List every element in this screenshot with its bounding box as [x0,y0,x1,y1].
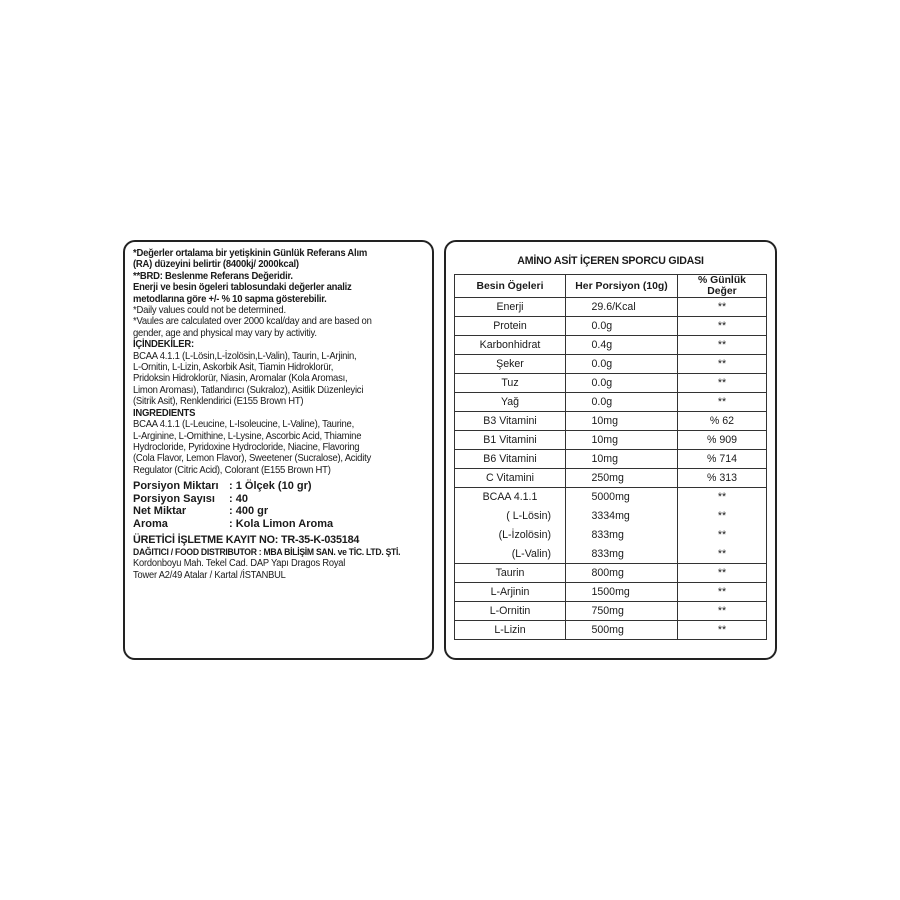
address-line-2: Tower A2/49 Atalar / Kartal /İSTANBUL [133,570,286,582]
nutrient-value [566,488,678,507]
daily-value: ** [678,602,767,621]
table-row [455,393,767,412]
nutrient-value [566,602,678,621]
nutrient-name: Protein [455,317,566,336]
portion-value: : 40 [229,492,248,505]
portion-row [133,505,424,518]
table-row [455,545,767,564]
daily-value: ** [678,621,767,640]
nutrient-value-text: 10mg [591,434,618,446]
nutrient-value-text: 10mg [591,415,618,427]
nutrient-value [566,621,678,640]
nutrient-name: C Vitamini [455,469,566,488]
portion-value: : Kola Limon Aroma [229,517,334,530]
nutrient-value [566,336,678,355]
nutrient-name: L-Lizin [455,621,566,640]
portion-row [133,480,424,493]
label-line: (Cola Flavor, Lemon Flavor), Sweetener (Sucralose), Acidity [133,453,371,465]
nutrient-name: Tuz [455,374,566,393]
nutrient-value [566,469,678,488]
label-line: BCAA 4.1.1 (L-Leucine, L-Isoleucine, L-Valine), Taurine, [133,419,354,431]
label-line: *Değerler ortalama bir yetişkinin Günlük Referans Alım [133,248,368,259]
nutrient-value-text: 3334mg [591,510,630,522]
nutrient-name: L-Ornitin [455,602,566,621]
label-line: INGREDIENTS [133,407,196,419]
header-daily-value: % Günlük Değer [678,275,767,298]
table-row [455,336,767,355]
nutrient-name: Enerji [455,298,566,317]
table-row [455,317,767,336]
table-header-row [455,275,767,298]
header-nutrient: Besin Ögeleri [455,275,566,298]
nutrient-name: B3 Vitamini [455,412,566,431]
table-row [455,621,767,640]
nutrient-value [566,298,678,317]
label-line: *Daily values could not be determined. [133,305,286,317]
portion-key: Porsiyon Sayısı [133,492,215,505]
nutrient-name: Yağ [455,393,566,412]
nutrient-name: (L-Valin) [455,545,566,564]
nutrient-name: Taurin [455,564,566,583]
nutrient-value-text: 29.6/Kcal [591,301,636,313]
daily-value: ** [678,526,767,545]
nutrient-value [566,355,678,374]
table-row [455,298,767,317]
nutrient-value [566,450,678,469]
nutrient-name: BCAA 4.1.1 [455,488,566,507]
table-row [455,602,767,621]
distributor-line: DAĞITICI / FOOD DISTRIBUTOR : MBA BİLİŞİM SAN. ve TİC. LTD. ŞTİ. [133,545,401,557]
nutrition-title: AMİNO ASİT İÇEREN SPORCU GIDASI [517,255,704,267]
nutrient-value-text: 0.0g [591,320,613,332]
daily-value: % 714 [678,450,767,469]
table-row [455,507,767,526]
label-line: Enerji ve besin ögeleri tablosundaki değerler analiz [133,282,352,294]
nutrient-value [566,564,678,583]
nutrient-value-text: 0.0g [591,396,613,408]
label-line: Regulator (Citric Acid), Colorant (E155 Brown HT) [133,464,331,476]
nutrient-value-text: 5000mg [591,491,630,504]
nutrient-name: L-Arjinin [455,583,566,602]
label-line: Limon Aroması), Tatlandırıcı (Sukraloz), Asitlik Düzenleyici [133,384,364,396]
daily-value: ** [678,374,767,393]
nutrient-value-text: 800mg [591,567,624,579]
label-line: **BRD: Beslenme Referans Değeridir. [133,270,293,282]
nutrient-value-text: 750mg [591,605,624,617]
label-line: Pridoksin Hidroklorür, Niasin, Aromalar (Kola Aroması, [133,373,348,385]
daily-value: % 313 [678,469,767,488]
table-row [455,526,767,545]
label-line: *Vaules are calculated over 2000 kcal/day and are based on [133,316,372,328]
daily-value: ** [678,336,767,355]
label-line: İÇİNDEKİLER: [133,339,194,351]
table-row [455,583,767,602]
label-info-panel [123,240,434,660]
nutrient-value [566,412,678,431]
daily-value: ** [678,564,767,583]
portion-row [133,518,424,531]
nutrient-value-text: 1500mg [591,586,630,598]
portion-value: : 1 Ölçek (10 gr) [229,480,312,493]
nutrition-facts-panel [444,240,777,660]
portion-key: Porsiyon Miktarı [133,480,219,493]
daily-value: ** [678,583,767,602]
nutrient-value-text: 500mg [591,624,624,636]
nutrient-value [566,374,678,393]
table-row [455,450,767,469]
label-line: Hydrocloride, Pyridoxine Hydrocloride, Niacine, Flavoring [133,441,360,453]
nutrient-value [566,317,678,336]
nutrient-value [566,583,678,602]
daily-value: ** [678,355,767,374]
portion-info [133,480,424,530]
table-row [455,431,767,450]
portion-key: Aroma [133,517,168,530]
nutrition-table [454,274,767,640]
nutrient-value [566,526,678,545]
daily-value: ** [678,393,767,412]
daily-value: ** [678,507,767,526]
daily-value: ** [678,545,767,564]
label-line: (Sitrik Asit), Renklendirici (E155 Brown HT) [133,396,304,408]
daily-value: ** [678,298,767,317]
nutrient-name: (L-İzolösin) [455,526,566,545]
nutrient-name: B1 Vitamini [455,431,566,450]
table-row [455,488,767,507]
address-line-1: Kordonboyu Mah. Tekel Cad. DAP Yapı Dragos Royal [133,557,346,569]
portion-row [133,493,424,506]
table-row [455,374,767,393]
nutrient-name: ( L-Lösin) [455,507,566,526]
daily-value: % 909 [678,431,767,450]
daily-value: ** [678,317,767,336]
daily-value: % 62 [678,412,767,431]
nutrient-value [566,507,678,526]
nutrient-value-text: 833mg [591,547,624,560]
label-text-block [133,248,424,476]
label-line: (RA) düzeyini belirtir (8400kj/ 2000kcal) [133,259,299,271]
portion-value: : 400 gr [229,505,269,518]
table-row [455,469,767,488]
header-per-portion: Her Porsiyon (10g) [566,275,678,298]
nutrient-value [566,431,678,450]
nutrient-name: Şeker [455,355,566,374]
nutrient-value-text: 833mg [591,529,624,541]
nutrient-value-text: 250mg [591,472,624,484]
nutrient-value [566,393,678,412]
nutrient-value-text: 10mg [591,453,618,465]
portion-key: Net Miktar [133,505,187,518]
daily-value: ** [678,488,767,507]
nutrient-value-text: 0.0g [591,377,613,389]
nutrient-value-text: 0.0g [591,358,613,370]
label-line: L-Arginine, L-Ornithine, L-Lysine, Ascorbic Acid, Thiamine [133,430,362,442]
table-row [455,412,767,431]
label-line: L-Ornitin, L-Lizin, Askorbik Asit, Tiamin Hidroklorür, [133,362,334,374]
nutrient-value [566,545,678,564]
label-line: gender, age and physical may vary by activitiy. [133,327,317,339]
label-line: metodlarına göre +/- % 10 sapma gösterebilir. [133,293,327,305]
nutrient-value-text: 0.4g [591,339,613,351]
registration-number: ÜRETİCİ İŞLETME KAYIT NO: TR-35-K-035184 [133,533,360,546]
table-row [455,355,767,374]
nutrient-name: B6 Vitamini [455,450,566,469]
nutrient-name: Karbonhidrat [455,336,566,355]
table-row [455,564,767,583]
label-line: BCAA 4.1.1 (L-Lösin,L-İzolösin,L-Valin), Taurin, L-Arjinin, [133,350,357,362]
